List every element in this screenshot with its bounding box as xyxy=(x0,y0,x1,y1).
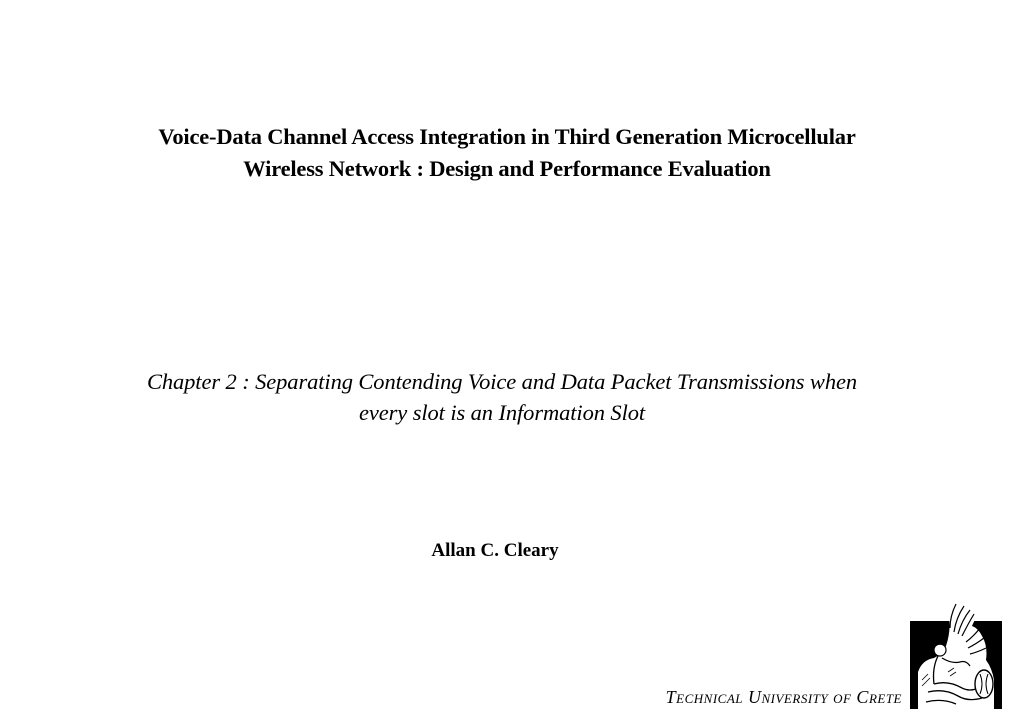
chapter-line-1: Chapter 2 : Separating Contending Voice and Data Packet Transmissions when xyxy=(146,369,858,394)
title-line-1: Voice-Data Channel Access Integration in Third Generation Microcellular xyxy=(158,124,856,149)
chapter-heading xyxy=(40,366,964,428)
document-title xyxy=(40,121,974,185)
winged-figure-seal-icon xyxy=(908,588,1004,710)
chapter-line-2: every slot is an Information Slot xyxy=(358,400,646,425)
institution-name: Technical University of Crete xyxy=(665,687,902,707)
author-name: Allan C. Cleary xyxy=(431,540,559,561)
title-line-2: Wireless Network : Design and Performance Evaluation xyxy=(243,156,771,181)
